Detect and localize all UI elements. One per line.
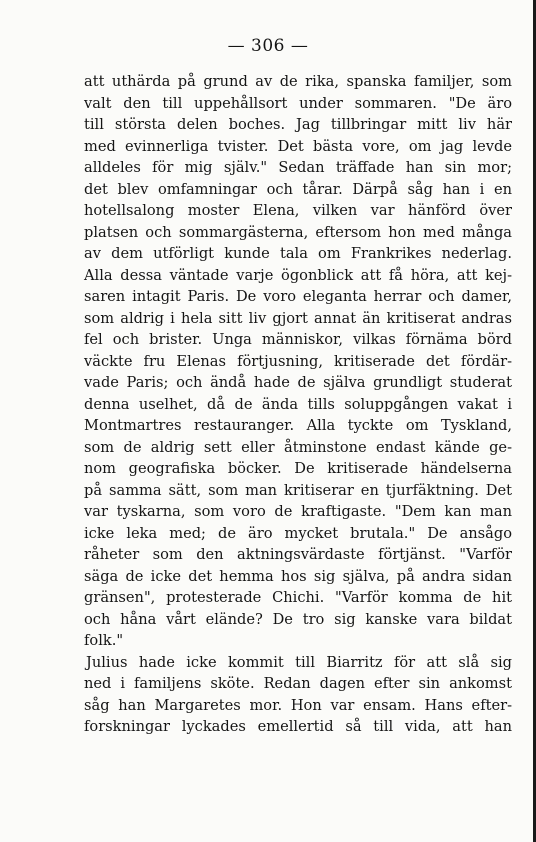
- text-line: Julius hade icke kommit till Biarritz för att slå sig: [86, 653, 512, 671]
- text-line: råheter som den aktningsvärdaste förtjänst. "Varför: [84, 546, 512, 563]
- text-line: säga de icke det hemma hos sig själva, på andra sidan: [84, 567, 512, 585]
- text-line: denna uselhet, då de ända tills soluppgången vakat i: [84, 395, 512, 413]
- paragraph: [84, 652, 512, 738]
- text-line: av dem utförligt kunde tala om Frankrikes nederlag.: [84, 245, 512, 262]
- text-line: hotellsalong moster Elena, vilken var hänförd över: [84, 202, 512, 219]
- text-line: alldeles för mig själv." Sedan träffade han sin mor;: [84, 159, 512, 176]
- text-line: vade Paris; och ändå hade de själva grundligt studerat: [84, 374, 512, 391]
- text-line: som de aldrig sett eller åtminstone endast kände ge-: [84, 438, 512, 456]
- text-line: fel och brister. Unga människor, vilkas förnäma börd: [84, 331, 512, 348]
- paragraph: [84, 71, 512, 652]
- text-line: som aldrig i hela sitt liv gjort annat än kritiserat andras: [84, 309, 512, 327]
- text-line: saren intagit Paris. De voro eleganta herrar och damer,: [84, 288, 512, 305]
- text-line: väckte fru Elenas förtjusning, kritiserade det fördär-: [84, 352, 512, 370]
- text-line: på samma sätt, som man kritiserar en tjurfäktning. Det: [84, 481, 512, 499]
- text-line: forskningar lyckades emellertid så till vida, att han: [84, 718, 512, 735]
- text-line: Alla dessa väntade varje ögonblick att få höra, att kej-: [84, 266, 512, 284]
- text-line: med evinnerliga tvister. Det bästa vore, om jag levde: [84, 137, 512, 155]
- text-line: gränsen", protesterade Chichi. "Varför komma de hit: [84, 589, 512, 606]
- page-number: — 306 —: [227, 36, 309, 56]
- text-line: såg han Margaretes mor. Hon var ensam. Hans efter-: [84, 696, 512, 714]
- text-line: ned i familjens sköte. Redan dagen efter sin ankomst: [84, 675, 512, 692]
- text-line: var tyskarna, som voro de kraftigaste. "Dem kan man: [84, 503, 512, 520]
- text-line: och håna vårt elände? De tro sig kanske vara bildat: [84, 610, 512, 628]
- body-text: [84, 71, 512, 738]
- text-line: platsen och sommargästerna, eftersom hon med många: [84, 223, 512, 241]
- text-line: valt den till uppehållsort under sommaren. "De äro: [84, 94, 512, 112]
- text-line: Montmartres restauranger. Alla tyckte om Tyskland,: [84, 417, 512, 434]
- text-line: till största delen boches. Jag tillbringar mitt liv här: [84, 116, 512, 133]
- text-line: att uthärda på grund av de rika, spanska familjer, som: [84, 73, 512, 90]
- text-line: nom geografiska böcker. De kritiserade händelserna: [84, 460, 512, 477]
- text-line: icke leka med; de äro mycket brutala." De ansågo: [84, 524, 512, 542]
- text-line: det blev omfamningar och tårar. Därpå såg han i en: [84, 180, 512, 198]
- text-line: folk.": [84, 632, 124, 649]
